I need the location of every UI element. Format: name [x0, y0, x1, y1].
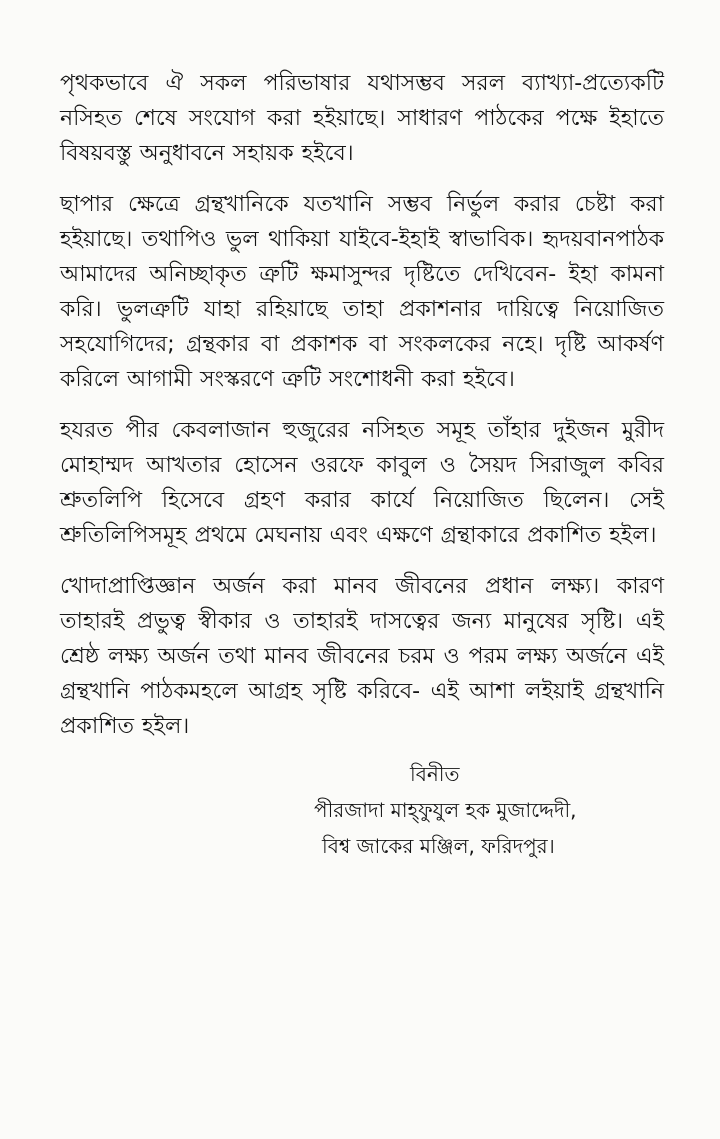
paragraph-purpose	[60, 569, 664, 744]
paragraph-printing-errors	[60, 187, 664, 397]
paragraph-text: পৃথকভাবে ঐ সকল পরিভাষার যথাসম্ভব সরল ব্যাখ্যা-প্রত্যেকটি নসিহত শেষে সংযোগ করা হইয়াছে। সাধারণ পাঠকের পক্ষে ইহাতে বিষয়বস্তু অনুধাবনে সহায়ক হইবে।	[60, 71, 664, 166]
paragraph-text: খোদাপ্রাপ্তিজ্ঞান অর্জন করা মানব জীবনের প্রধান লক্ষ্য। কারণ তাহারই প্রভুত্ব স্বীকার ও তাহারই দাসত্বের জন্য মানুষের সৃষ্টি। এই শ্রেষ্ঠ লক্ষ্য অর্জন তথা মানব জীবনের চরম ও পরম লক্ষ্য অর্জনে এই গ্রন্থখানি পাঠকমহলে আগ্রহ সৃষ্টি করিবে- এই আশা লইয়াই গ্রন্থখানি প্রকাশিত হইল।	[60, 574, 664, 739]
signature-name: পীরজাদা মাহ্‌ফুযুল হক মুজাদ্দেদী,	[314, 798, 577, 822]
paragraph-text: হযরত পীর কেবলাজান হুজুরের নসিহত সমূহ তাঁহার দুইজন মুরীদ মোহাম্মদ আখতার হোসেন ওরফে কাবুল ও সৈয়দ সিরাজুল কবির শ্রুতলিপি হিসেবে গ্রহণ করার কার্যে নিয়োজিত ছিলেন। সেই শ্রুতিলিপিসমূহ প্রথমে মেঘনায় এবং এক্ষণে গ্রন্থাকারে প্রকাশিত হইল।	[60, 418, 664, 548]
signature-place: বিশ্ব জাকের মঞ্জিল, ফরিদপুর।	[322, 834, 555, 858]
paragraph-transcription	[60, 413, 664, 553]
signature-closing: বিনীত	[410, 762, 460, 786]
paragraph-appendix-note	[60, 66, 664, 171]
signature-block	[60, 756, 664, 864]
paragraph-text: ছাপার ক্ষেত্রে গ্রন্থখানিকে যতখানি সম্ভব নির্ভুল করার চেষ্টা করা হইয়াছে। তথাপিও ভুল থাকিয়া যাইবে-ইহাই স্বাভাবিক। হৃদয়বানপাঠক আমাদের অনিচ্ছাকৃত ত্রুটি ক্ষমাসুন্দর দৃষ্টিতে দেখিবেন- ইহা কামনা করি। ভুলত্রুটি যাহা রহিয়াছে তাহা প্রকাশনার দায়িত্বে নিয়োজিত সহযোগিদের; গ্রন্থকার বা প্রকাশক বা সংকলকের নহে। দৃষ্টি আকর্ষণ করিলে আগামী সংস্করণে ত্রুটি সংশোধনী করা হইবে।	[60, 192, 664, 392]
